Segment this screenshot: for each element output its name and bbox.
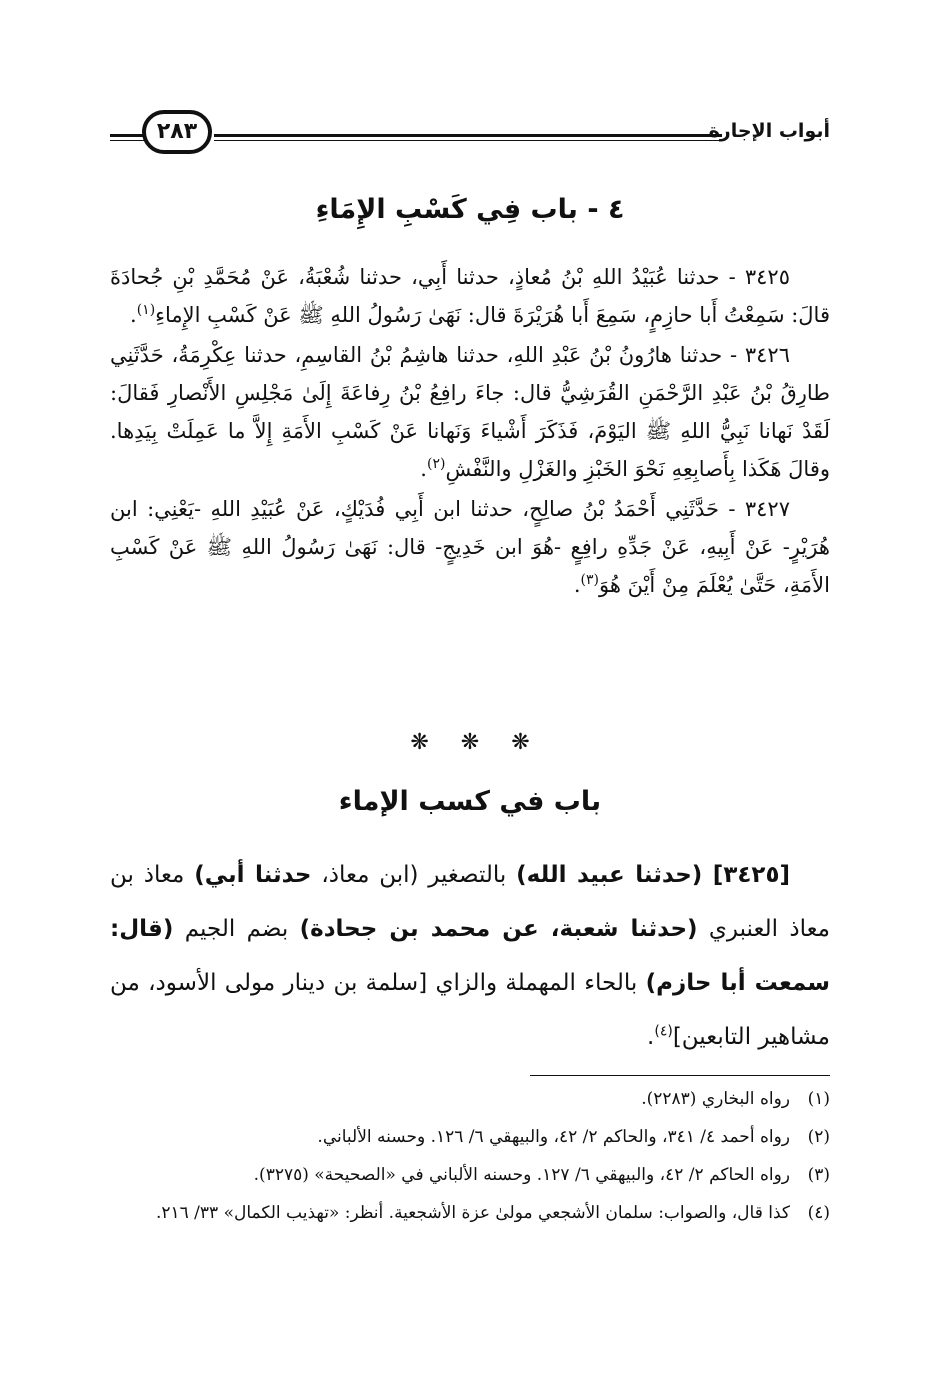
- footnotes: [110, 1082, 830, 1234]
- star-ornament-icon: ❋: [460, 730, 480, 755]
- hadith-text: ٣٤٢٥ - حدثنا عُبَيْدُ اللهِ بْنُ مُعاذٍ، حدثنا أَبِي، حدثنا شُعْبَةُ، عَنْ مُحَمَّدِ بْنِ جُحادَةَ قالَ: سَمِعْتُ أَبا حازِمٍ، سَمِعَ أَبا هُرَيْرَةَ قال: نَهَىٰ رَسُولُ اللهِ ﷺ عَنْ كَسْبِ الإِماءِ: [110, 265, 830, 327]
- hadith-text: ٣٤٢٧ - حَدَّثَنِي أَحْمَدُ بْنُ صالِحٍ، حدثنا ابن أَبِي فُدَيْكٍ، عَنْ عُبَيْدِ اللهِ -يَعْنِي: ابن هُرَيْرٍ- عَنْ أَبِيهِ، عَنْ جَدِّهِ رافِعٍ -هُوَ ابن خَدِيجٍ- قال: نَهَىٰ رَسُولُ اللهِ ﷺ عَنْ كَسْبِ الأَمَةِ، حَتَّىٰ يُعْلَمَ مِنْ أَيْنَ هُوَ: [110, 497, 830, 597]
- commentary-text: بضم الجيم: [173, 916, 300, 942]
- hadith-text: ٣٤٢٦ - حدثنا هارُونُ بْنُ عَبْدِ اللهِ، حدثنا هاشِمُ بْنُ القاسِمِ، حدثنا عِكْرِمَةُ، حَدَّثَنِي طارِقُ بْنُ عَبْدِ الرَّحْمَنِ القُرَشِيُّ قال: جاءَ رافِعُ بْنُ رِفاعَةَ إِلَىٰ مَجْلِسِ الأَنْصارِ فَقالَ: لَقَدْ نَهانا نَبِيُّ اللهِ ﷺ اليَوْمَ، فَذَكَرَ أَشْياءَ وَنَهانا عَنْ كَسْبِ الأَمَةِ إِلاَّ ما عَمِلَتْ بِيَدِها. وقالَ هَكَذا بِأَصابِعِهِ نَحْوَ الخَبْزِ والغَزْلِ والنَّفْشِ: [110, 343, 830, 481]
- star-ornament-icon: ❋: [511, 730, 530, 755]
- footnote-ref: (٢): [426, 456, 446, 472]
- commentary-text: بالتصغير (ابن معاذ،: [311, 862, 517, 888]
- footnote-text: رواه الحاكم ٢/ ٤٢، والبيهقي ٦/ ١٢٧. وحسنه الألباني في «الصحيحة» (٣٢٧٥).: [253, 1165, 790, 1185]
- footnote-ref: (٤): [654, 1023, 673, 1040]
- footnote-text: رواه البخاري (٢٢٨٣).: [641, 1089, 790, 1109]
- commentary-heading: باب في كسب الإماء: [338, 786, 602, 817]
- footnote-number: (٢): [807, 1127, 830, 1147]
- section-separator: [110, 730, 830, 755]
- footnote-number: (٤): [807, 1203, 830, 1223]
- hadith-tail: .: [130, 303, 137, 327]
- hadith-3427: [110, 490, 830, 604]
- footnote-ref: (١): [136, 302, 156, 318]
- commentary-tail: .: [647, 1024, 655, 1050]
- footnote-text: رواه أحمد ٤/ ٣٤١، والحاكم ٢/ ٤٢، والبيهقي ٦/ ١٢٦. وحسنه الألباني.: [317, 1127, 790, 1147]
- running-header: [110, 110, 830, 158]
- hadith-section: [110, 258, 830, 606]
- footnote-number: (٣): [807, 1165, 830, 1185]
- commentary-bold: (قال: سمعت أبا حازم): [110, 916, 830, 996]
- star-ornament-icon: ❋: [410, 730, 429, 755]
- hadith-3426: [110, 336, 830, 488]
- footnote-3: [110, 1158, 830, 1192]
- header-rule-thin-left: [110, 140, 148, 141]
- commentary-paragraph: [110, 848, 830, 1064]
- footnote-2: [110, 1120, 830, 1154]
- hadith-tail: .: [420, 457, 427, 481]
- section-title: أبواب الإجارة: [708, 120, 830, 142]
- hadith-3425: [110, 258, 830, 334]
- footnote-4: [110, 1196, 830, 1230]
- commentary-bold: [٣٤٢٥] (حدثنا عبيد الله): [516, 862, 790, 888]
- hadith-tail: .: [573, 573, 581, 597]
- page-number: ٢٨٣: [142, 110, 212, 154]
- header-rule-thick: [214, 134, 722, 137]
- footnote-rule: [530, 1075, 830, 1076]
- commentary-text: معاذ بن معاذ العنبري: [110, 862, 830, 942]
- commentary-bold: (حدثنا شعبة، عن محمد بن جحادة): [299, 916, 698, 942]
- commentary-text: بالحاء المهملة والزاي [سلمة بن دينار مولى الأسود، من مشاهير التابعين]: [110, 970, 830, 1050]
- footnote-ref: (٣): [580, 572, 599, 588]
- commentary-bold: حدثنا أبي): [194, 862, 312, 888]
- footnote-number: (١): [807, 1089, 830, 1109]
- footnote-text: كذا قال، والصواب: سلمان الأشجعي مولىٰ عزة الأشجعية. أنظر: «تهذيب الكمال» ٣٣/ ٢١٦.: [155, 1203, 790, 1223]
- header-rule-thin: [214, 140, 722, 141]
- chapter-heading: ٤ - باب فِي كَسْبِ الإِمَاءِ: [315, 194, 625, 225]
- footnote-1: [110, 1082, 830, 1116]
